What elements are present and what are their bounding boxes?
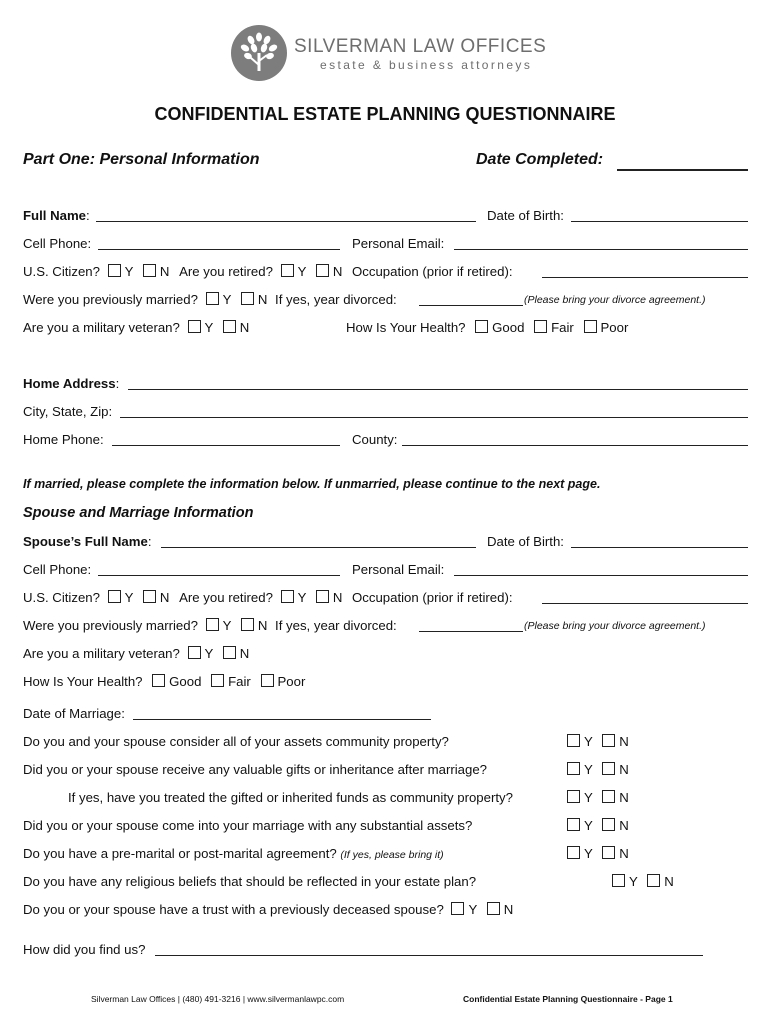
spouse-name-label-wrap: Spouse’s Full Name:	[23, 534, 152, 549]
q4-yes-checkbox[interactable]	[567, 818, 580, 831]
home-address-field[interactable]	[128, 389, 748, 390]
q5-no-checkbox[interactable]	[602, 846, 615, 859]
spouse-name-label: Spouse’s Full Name	[23, 534, 148, 549]
spouse-year-divorced-label: If yes, year divorced:	[275, 618, 397, 633]
retired-no-checkbox[interactable]	[316, 264, 329, 277]
health-label: How Is Your Health?	[346, 320, 466, 335]
spouse-health-row	[23, 674, 305, 690]
spouse-prev-married-label: Were you previously married?	[23, 618, 198, 633]
email-field[interactable]	[454, 249, 748, 250]
spouse-retired-no-checkbox[interactable]	[316, 590, 329, 603]
q6-yes-checkbox[interactable]	[612, 874, 625, 887]
q5-yes-label: Y	[584, 846, 593, 861]
citizen-yes-checkbox[interactable]	[108, 264, 121, 277]
spouse-retired-yes-checkbox[interactable]	[281, 590, 294, 603]
year-divorced-field[interactable]	[419, 305, 523, 306]
full-name-label-wrap: Full Name:	[23, 208, 90, 223]
q6-no-label: N	[664, 874, 674, 889]
q5-options	[567, 846, 629, 862]
find-us-field[interactable]	[155, 955, 703, 956]
spouse-veteran-no-checkbox[interactable]	[223, 646, 236, 659]
date-completed-field[interactable]	[617, 169, 748, 171]
q1-options	[567, 734, 629, 750]
question-trust-row	[23, 902, 513, 918]
retired-no-label: N	[332, 264, 343, 279]
veteran-no-checkbox[interactable]	[223, 320, 236, 333]
q1-yes-checkbox[interactable]	[567, 734, 580, 747]
county-field[interactable]	[402, 445, 748, 446]
spouse-health-label: How Is Your Health?	[23, 674, 143, 689]
question-religious-beliefs: Do you have any religious beliefs that should be reflected in your estate plan?	[23, 874, 477, 889]
city-label: City, State, Zip:	[23, 404, 113, 419]
q2-no-label: N	[619, 762, 629, 777]
prev-married-yes-checkbox[interactable]	[206, 292, 219, 305]
prev-married-label: Were you previously married?	[23, 292, 198, 307]
citizen-label: U.S. Citizen?	[23, 264, 100, 279]
q2-options	[567, 762, 629, 778]
q4-no-label: N	[619, 818, 629, 833]
spouse-veteran-yes-label: Y	[204, 646, 214, 661]
question-community-property: Do you and your spouse consider all of your assets community property?	[23, 734, 449, 749]
full-name-field[interactable]	[96, 221, 476, 222]
spouse-citizen-no-checkbox[interactable]	[143, 590, 156, 603]
home-address-label-wrap: Home Address:	[23, 376, 120, 391]
q1-no-label: N	[619, 734, 629, 749]
spouse-retired-no-label: N	[332, 590, 343, 605]
citizen-row	[23, 264, 513, 280]
year-divorced-label: If yes, year divorced:	[275, 292, 397, 307]
veteran-yes-checkbox[interactable]	[188, 320, 201, 333]
footer-page-label: Confidential Estate Planning Questionnaire - Page 1	[463, 994, 673, 1004]
find-us-label: How did you find us?	[23, 942, 146, 957]
question-prenup: Do you have a pre-marital or post-marital agreement?	[23, 846, 337, 861]
question-substantial-assets: Did you or your spouse come into your marriage with any substantial assets?	[23, 818, 473, 833]
retired-yes-checkbox[interactable]	[281, 264, 294, 277]
spouse-cell-label: Cell Phone:	[23, 562, 92, 577]
spouse-veteran-row	[23, 646, 249, 662]
prev-married-no-checkbox[interactable]	[241, 292, 254, 305]
citizen-no-checkbox[interactable]	[143, 264, 156, 277]
spouse-health-fair-label: Fair	[228, 674, 251, 689]
q7-no-label: N	[503, 902, 514, 917]
veteran-row	[23, 320, 249, 336]
q3-yes-checkbox[interactable]	[567, 790, 580, 803]
q4-no-checkbox[interactable]	[602, 818, 615, 831]
spouse-health-poor-label: Poor	[277, 674, 306, 689]
spouse-email-label: Personal Email:	[352, 562, 445, 577]
marriage-date-field[interactable]	[133, 719, 431, 720]
firm-tagline: estate & business attorneys	[320, 58, 533, 72]
q5-no-label: N	[619, 846, 629, 861]
q1-no-checkbox[interactable]	[602, 734, 615, 747]
spouse-prev-married-yes-label: Y	[222, 618, 232, 633]
question-gifted-funds-treatment: If yes, have you treated the gifted or inherited funds as community property?	[68, 790, 513, 805]
q7-yes-label: Y	[468, 902, 478, 917]
divorce-note: (Please bring your divorce agreement.)	[524, 294, 706, 306]
spouse-citizen-row	[23, 590, 513, 606]
question-prenup-row	[23, 846, 444, 863]
q1-yes-label: Y	[584, 734, 593, 749]
q2-yes-checkbox[interactable]	[567, 762, 580, 775]
email-label: Personal Email:	[352, 236, 445, 251]
occupation-label: Occupation (prior if retired):	[352, 264, 513, 279]
tree-logo-graphic	[231, 25, 287, 81]
q5-yes-checkbox[interactable]	[567, 846, 580, 859]
occupation-field[interactable]	[542, 277, 748, 278]
spouse-health-good-label: Good	[169, 674, 202, 689]
q7-no-checkbox[interactable]	[487, 902, 500, 915]
q2-no-checkbox[interactable]	[602, 762, 615, 775]
health-poor-checkbox[interactable]	[584, 320, 597, 333]
health-good-label: Good	[492, 320, 525, 335]
spouse-veteran-no-label: N	[239, 646, 250, 661]
document-title: CONFIDENTIAL ESTATE PLANNING QUESTIONNAIRE	[154, 104, 616, 124]
prenup-note: (If yes, please bring it)	[340, 849, 444, 861]
citizen-no-label: N	[159, 264, 170, 279]
health-fair-label: Fair	[551, 320, 574, 335]
spouse-veteran-yes-checkbox[interactable]	[188, 646, 201, 659]
spouse-year-divorced-field[interactable]	[419, 631, 523, 632]
q7-yes-checkbox[interactable]	[451, 902, 464, 915]
spouse-prev-married-yes-checkbox[interactable]	[206, 618, 219, 631]
spouse-dob-label: Date of Birth:	[487, 534, 564, 549]
home-phone-label: Home Phone:	[23, 432, 104, 447]
spouse-retired-yes-label: Y	[297, 590, 307, 605]
spouse-prev-married-row	[23, 618, 397, 634]
home-address-label: Home Address	[23, 376, 116, 391]
full-name-label: Full Name	[23, 208, 87, 223]
q4-yes-label: Y	[584, 818, 593, 833]
q2-yes-label: Y	[584, 762, 593, 777]
cell-phone-field[interactable]	[98, 249, 340, 250]
marriage-date-label: Date of Marriage:	[23, 706, 125, 721]
health-poor-label: Poor	[600, 320, 629, 335]
q6-no-checkbox[interactable]	[647, 874, 660, 887]
spouse-veteran-label: Are you a military veteran?	[23, 646, 180, 661]
retired-yes-label: Y	[297, 264, 307, 279]
prev-married-no-label: N	[257, 292, 268, 307]
health-good-checkbox[interactable]	[475, 320, 488, 333]
date-completed-label: Date Completed:	[476, 151, 604, 168]
spouse-occupation-field[interactable]	[542, 603, 748, 604]
spouse-email-field[interactable]	[454, 575, 748, 576]
home-phone-field[interactable]	[112, 445, 340, 446]
married-note: If married, please complete the information below. If unmarried, please continue to the next page.	[23, 477, 601, 491]
dob-field[interactable]	[571, 221, 748, 222]
veteran-yes-label: Y	[204, 320, 214, 335]
spouse-prev-married-no-label: N	[257, 618, 268, 633]
citizen-yes-label: Y	[124, 264, 134, 279]
q3-options	[567, 790, 629, 806]
q4-options	[567, 818, 629, 834]
spouse-prev-married-no-checkbox[interactable]	[241, 618, 254, 631]
cell-phone-label: Cell Phone:	[23, 236, 92, 251]
veteran-no-label: N	[239, 320, 250, 335]
spouse-occupation-label: Occupation (prior if retired):	[352, 590, 513, 605]
q6-options	[612, 874, 674, 890]
city-field[interactable]	[120, 417, 748, 418]
q3-no-label: N	[619, 790, 629, 805]
spouse-retired-label: Are you retired?	[179, 590, 273, 605]
county-label: County:	[352, 432, 398, 447]
part-one-heading: Part One: Personal Information	[23, 151, 260, 168]
health-fair-checkbox[interactable]	[534, 320, 547, 333]
footer-contact: Silverman Law Offices | (480) 491-3216 | www.silvermanlawpc.com	[91, 994, 345, 1004]
spouse-health-poor-checkbox[interactable]	[261, 674, 274, 687]
spouse-citizen-no-label: N	[159, 590, 170, 605]
spouse-cell-field[interactable]	[98, 575, 340, 576]
spouse-dob-field[interactable]	[571, 547, 748, 548]
spouse-citizen-label: U.S. Citizen?	[23, 590, 100, 605]
spouse-citizen-yes-checkbox[interactable]	[108, 590, 121, 603]
firm-name: SILVERMAN LAW OFFICES	[294, 36, 547, 57]
q3-no-checkbox[interactable]	[602, 790, 615, 803]
prev-married-row	[23, 292, 397, 308]
spouse-health-fair-checkbox[interactable]	[211, 674, 224, 687]
veteran-label: Are you a military veteran?	[23, 320, 180, 335]
dob-label: Date of Birth:	[487, 208, 564, 223]
tree-logo-icon	[231, 25, 287, 81]
question-trust: Do you or your spouse have a trust with a previously deceased spouse?	[23, 902, 444, 917]
spouse-heading: Spouse and Marriage Information	[23, 505, 254, 521]
spouse-health-good-checkbox[interactable]	[152, 674, 165, 687]
spouse-name-field[interactable]	[161, 547, 476, 548]
health-row	[346, 320, 628, 336]
spouse-divorce-note: (Please bring your divorce agreement.)	[524, 620, 706, 632]
prev-married-yes-label: Y	[222, 292, 232, 307]
spouse-citizen-yes-label: Y	[124, 590, 134, 605]
q3-yes-label: Y	[584, 790, 593, 805]
question-gifts-inheritance: Did you or your spouse receive any valuable gifts or inheritance after marriage?	[23, 762, 488, 777]
q6-yes-label: Y	[629, 874, 638, 889]
retired-label: Are you retired?	[179, 264, 273, 279]
